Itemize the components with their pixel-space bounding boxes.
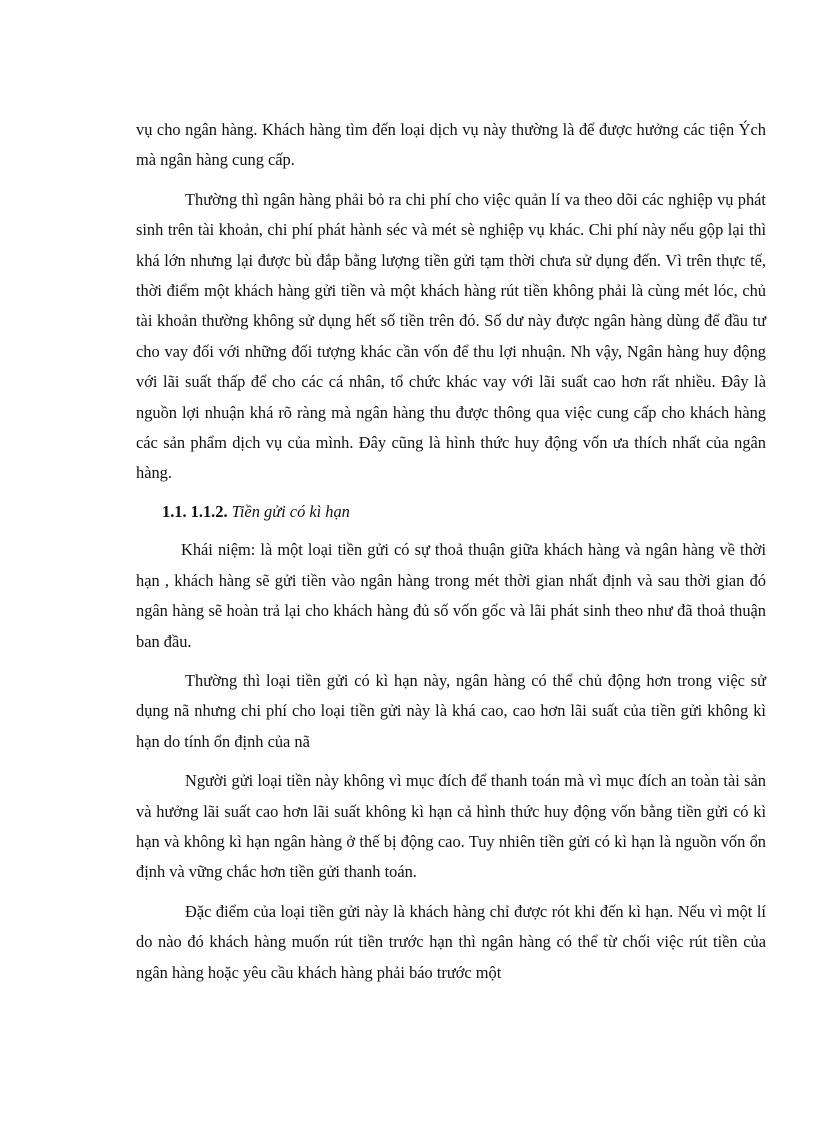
document-page: [136, 115, 766, 988]
paragraph-costs: Thường thì ngân hàng phải bỏ ra chi phí cho việc quản lí va theo dõi các nghiệp vụ phát sinh trên tài khoản, chi phí phát hành séc và mét sè nghiệp vụ khác. Chi phí này nếu gộp lại thì khá lớn nhưng lại được bù đắp bằng lượng tiền gửi tạm thời chưa sử dụng đến. Vì trên thực tế, thời điểm một khách hàng gửi tiền và một khách hàng rút tiền không phải là cùng mét lóc, chủ tài khoản thường không sử dụng hết số tiền trên đó. Số dư này được ngân hàng dùng để đầu tư cho vay đối với những đối tượng khác cần vốn để thu lợi nhuận. Nh vậy, Ngân hàng huy động với lãi suất thấp để cho các cá nhân, tổ chức khác vay với lãi suất cao hơn rất nhiều. Đây là nguồn lợi nhuận khá rõ ràng mà ngân hàng thu được thông qua việc cung cấp cho khách hàng các sản phẩm dịch vụ của mình. Đây cũng là hình thức huy động vốn ưa thích nhất của ngân hàng.: [136, 189, 766, 483]
section-heading-number: 1.1. 1.1.2.: [162, 501, 228, 521]
paragraph-usage: Thường thì loại tiền gửi có kì hạn này, ngân hàng có thể chủ động hơn trong việc sử dụng nã nhưng chi phí cho loại tiền gửi này là khá cao, cao hơn lãi suất của tiền gửi không kì hạn do tính ổn định của nã: [136, 670, 766, 751]
paragraph-depositor: Người gửi loại tiền này không vì mục đích để thanh toán mà vì mục đích an toàn tài sản và hưởng lãi suất cao hơn lãi suất không kì hạn cả hình thức huy động vốn bằng tiền gửi có kì hạn và không kì hạn ngân hàng ở thế bị động cao. Tuy nhiên tiền gửi có kì hạn là nguồn vốn ổn định và vững chắc hơn tiền gửi thanh toán.: [136, 771, 766, 882]
section-heading: [136, 497, 766, 527]
paragraph-definition: Khái niệm: là một loại tiền gửi có sự thoả thuận giữa khách hàng và ngân hàng về thời hạn , khách hàng sẽ gửi tiền vào ngân hàng trong mét thời gian nhất định và sau thời gian đó ngân hàng sẽ hoàn trả lại cho khách hàng đủ số vốn gốc và lãi phát sinh theo như đã thoả thuận ban đầu.: [136, 540, 766, 651]
section-heading-title: Tiền gửi có kì hạn: [231, 501, 350, 521]
paragraph-characteristics: Đặc điểm của loại tiền gửi này là khách hàng chỉ được rót khi đến kì hạn. Nếu vì một lí do nào đó khách hàng muốn rút tiền trước hạn thì ngân hàng có thể từ chối việc rút tiền của ngân hàng hoặc yêu cầu khách hàng phải báo trước một: [136, 901, 766, 982]
paragraph-continuation: vụ cho ngân hàng. Khách hàng tìm đến loại dịch vụ này thường là để được hưởng các tiện Ých mà ngân hàng cung cấp.: [136, 120, 766, 170]
